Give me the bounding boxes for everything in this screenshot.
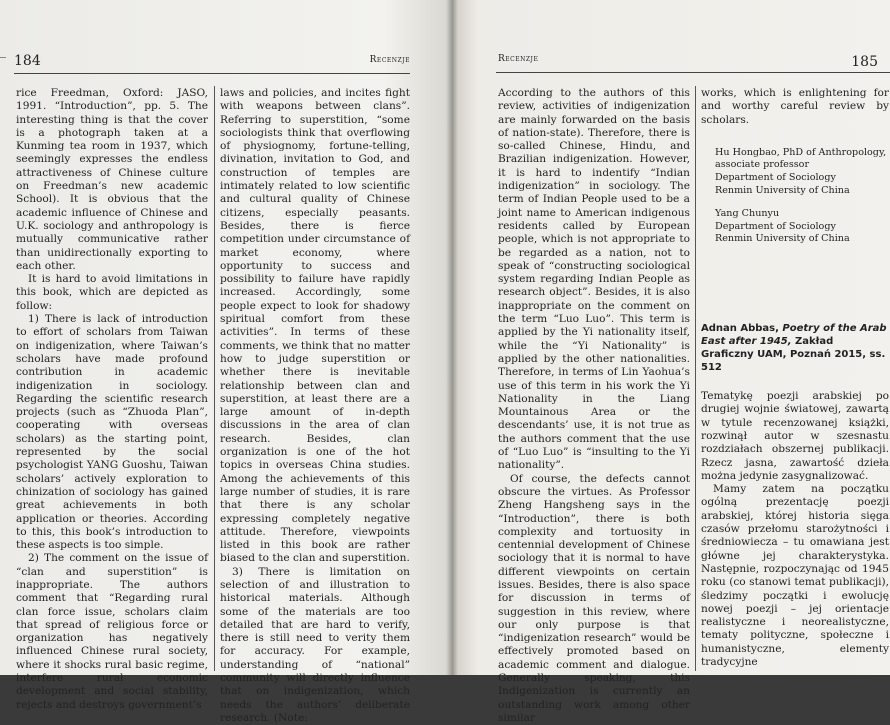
signature-hu-hongbao: Hu Hongbao, PhD of Anthropology, associate professor Department of Sociology Renmin University of China <box>715 146 887 196</box>
page-number-right: 185 <box>851 54 878 70</box>
header-rule-left <box>14 73 410 74</box>
paragraph: works, which is enlightening for and worthy careful review by scholars. <box>701 87 889 126</box>
review-heading <box>701 322 889 374</box>
margin-mark <box>0 57 6 58</box>
review-author: Adnan Abbas, <box>701 323 779 335</box>
running-head-right: Recenzje <box>498 54 539 64</box>
paragraph: Of course, the defects cannot obscure the virtues. As Professor Zheng Hangsheng says in the “Introduction”, there is both complexity and tortuosity in centennial development of Chinese sociology that it is normal to have different viewpoints on certain issues. Besides, there is also space for discussion in terms of suggestion in this review, where our only purpose is that “indigenization research” would be effectively promoted based on academic comment and dialogue. Generally speaking, this Indigenization is currently an outstanding work among other similar <box>498 472 690 724</box>
column-divider <box>695 86 696 671</box>
paragraph: laws and policies, and incites fight with weapons between clans”. Referring to superstition, “some sociologists think that overflowing of physiognomy, fortune-telling, divination, invitation to God, and construction of temples are intimately related to low scientific and cultural quality of Chinese citizens, especially peasants. Besides, there is fierce competition under circumstance of market economy, where opportunity to success and possibility to failure have rapidly increased. Accordingly, some people expect to look for shadowy spiritual comfort from these activities”. In terms of these comments, we think that no matter how to judge superstition or whether there is inevitable relationship between clan and superstition, at least there are a large amount of in-depth discussions in the area of clan research. Besides, clan organization is one of the hot topics in overseas China studies. Among the achievements of this large number of studies, it is rare that there is any scholar expressing completely negative attitude. Therefore, viewpoints listed in this book are rather biased to the clan and superstition. <box>220 87 410 565</box>
review-book-title: Poetry of the Arab East after 1945, <box>701 323 887 348</box>
paragraph: 1) There is lack of introduction to effort of scholars from Taiwan on indigenization, where Taiwan’s scholars have made profound contribution in academic indigenization in sociology. Regarding the scientific research projects (such as “Zhuoda Plan”, cooperating with overseas scholars) as the starting point, represented by the social psychologist YANG Guoshu, Taiwan scholars’ actively exploration to chinization of sociology has gained great achievements in both application or theories. According to this, this book’s introduction to these aspects is too simple. <box>16 313 208 552</box>
book-gutter <box>446 0 458 675</box>
running-head-left: Recenzje <box>369 55 410 65</box>
right-column-2 <box>701 87 889 669</box>
signature-yang-chunyu: Yang Chunyu Department of Sociology Renmin University of China <box>715 208 850 245</box>
paragraph: rice Freedman, Oxford: JASO, 1991. “Introduction”, pp. 5. The interesting thing is that the cover is a photograph taken at a Kunming tea room in 1937, which seemingly expresses the endless attractiveness of Chinese culture on Freedman’s new academic School). It is obvious that the academic influence of Chinese and U.K. sociology and anthropology is mutually communicative rather than unidirectionally exporting to each other. <box>16 87 208 272</box>
column-divider <box>214 86 215 671</box>
right-page <box>452 0 890 724</box>
paragraph: According to the authors of this review, activities of indigenization are mainly forwarded on the basis of nation-state). Therefore, there is so-called Chinese, Hindu, and Brazilian indigenization. However, it is hard to indentify “Indian indigenization” in sociology. The term of Indian People used to be a joint name to American indigenous residents called by European people, which is not appropriate to be regarded as a nation, not to speak of “constructing sociological system regarding Indian People as research object”. Besides, it is also inappropriate on the comment on the term “Luo Luo”. This term is applied by the Yi nationality itself, while the “Yi Nationality” is applied by the other nationalities. Therefore, in terms of Lin Yaohua’s use of this term in his work the Yi Nationality in the Liang Mountainous Area or the descendants’ use, it is not true as the authors comment that the use of “Luo Luo” is “insulting to the Yi nationality”. <box>498 87 690 472</box>
paragraph: Mamy zatem na początku ogólną prezentację poezji arabskiej, której historia sięga czasów przełomu starożytności i średniowiecza – tu omawiana jest główne jej charakterystyka. Następnie, rozpoczynając od 1945 roku (co stanowi temat publikacji), śledzimy początki i ewolucję nowej poezji – jej orientacje realistyczne i neorealistyczne, tematy polityczne, społeczne i humanistyczne, elementy tradycyjne <box>701 483 889 668</box>
left-column-1 <box>16 87 208 712</box>
review-publisher: Zakład Graficzny UAM, Poznań 2015, ss. 512 <box>701 336 886 374</box>
header-rule-right <box>496 72 890 73</box>
right-column-1 <box>498 87 690 725</box>
left-column-2 <box>220 87 410 725</box>
paragraph: It is hard to avoid limitations in this book, which are depicted as follow: <box>16 273 208 312</box>
signatures <box>715 147 889 246</box>
paragraph: Tematykę poezji arabskiej po drugiej wojnie światowej, zawartą w tytule recenzowanej książki, rozwinął autor w szesnastu rozdziałach obszernej publikacji. Rzecz jasna, zawartość dzieła można jedynie zasygnalizować. <box>701 390 889 482</box>
paragraph: 2) The comment on the issue of “clan and superstition” is inappropriate. The authors comment that “Regarding rural clan force issue, scholars claim that spread of religious force or organization has negatively influenced Chinese rural society, where it shocks rural basic regime, interfere rural economic development and social stability, rejects and destroys government’s <box>16 552 208 711</box>
review-body <box>701 390 889 669</box>
page-number-left: 184 <box>14 53 41 69</box>
paragraph: 3) There is limitation on selection of and illustration to historical materials. Although some of the materials are too detailed that are hard to verify, there is still need to verity them for accuracy. For example, understanding of “national” community will directly influence that on indigenization, which needs the authors’ deliberate research. (Note: <box>220 565 410 724</box>
